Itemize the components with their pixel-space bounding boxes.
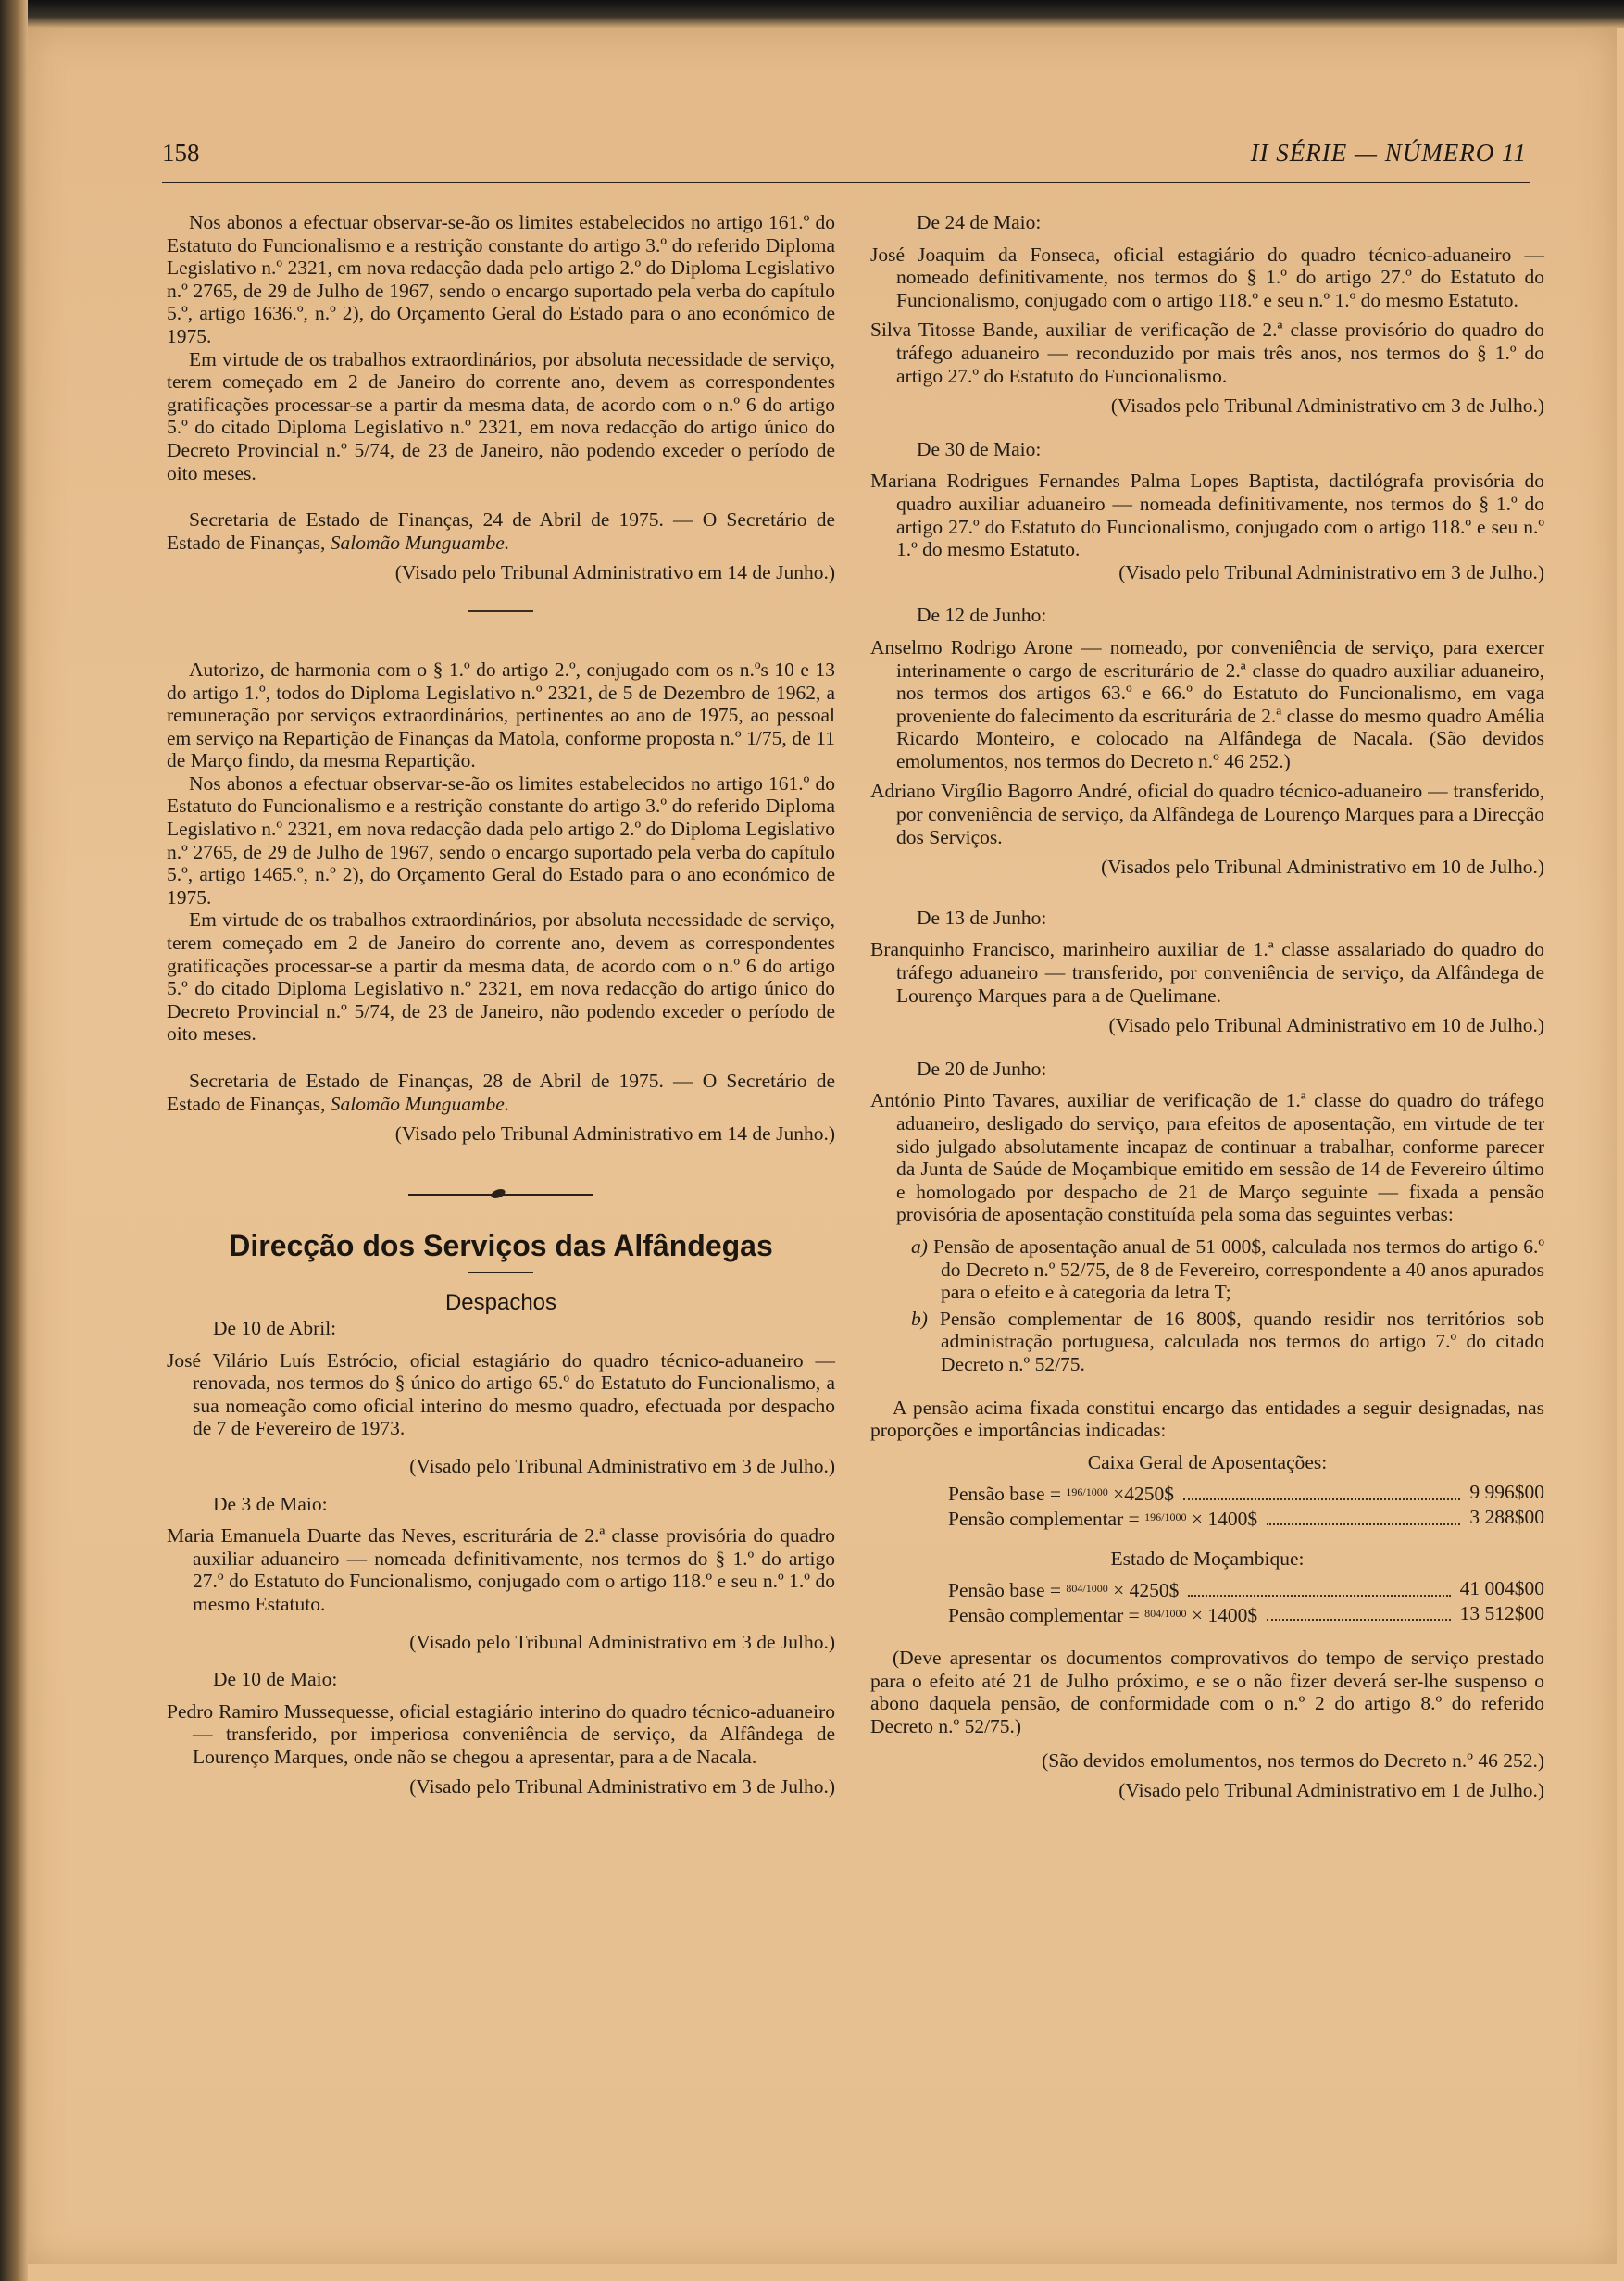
list-item: a) Pensão de aposentação anual de 51 000$, calculada nos termos do artigo 6.º do Decreto n.º 52/75, de 8 de Fevereiro, correspondente a 40 anos apurados para o efeito e à categoria da letra T;: [911, 1234, 1545, 1304]
visa-note: (Visado pelo Tribunal Administrativo em 3 de Julho.): [409, 1454, 835, 1477]
visa-note: (Visado pelo Tribunal Administrativo em 1 de Julho.): [1118, 1779, 1544, 1802]
right-column: [870, 211, 1544, 1802]
ornament-divider: [408, 1192, 593, 1197]
entry: Mariana Rodrigues Fernandes Palma Lopes Baptista, dactilógrafa provisória do quadro auxiliar aduaneiro — nomeada definitivamente, nos termos do § 1.º do artigo 27.º do Estatuto do Funcionalismo, conjugado com o artigo 118.º e seu n.º 1.º do mesmo Estatuto.: [870, 470, 1544, 561]
signatory-name: Salomão Munguambe.: [330, 1092, 510, 1115]
signature-line: Secretaria de Estado de Finanças, 24 de Abril de 1975. — O Secretário de Estado de Finanças, Salomão Munguambe.: [167, 508, 835, 554]
date-heading: De 30 de Maio:: [917, 437, 1042, 460]
date-heading: De 10 de Abril:: [213, 1316, 337, 1339]
amount: 13 512$00: [1459, 1601, 1544, 1624]
page-number: 158: [162, 139, 200, 167]
entry: Adriano Virgílio Bagorro André, oficial do quadro técnico-aduaneiro — transferido, por conveniência de serviço, da Alfândega de Lourenço Marques para a Direcção dos Serviços.: [870, 780, 1544, 848]
visa-note: (Visado pelo Tribunal Administrativo em 3 de Julho.): [409, 1775, 835, 1798]
paragraph: Nos abonos a efectuar observar-se-ão os limites estabelecidos no artigo 161.º do Estatuto do Funcionalismo e a restrição constante do artigo 3.º do referido Diploma Legislativo n.º 2321, em nova redacção dada pelo artigo 2.º do Diploma Legislativo n.º 2765, de 29 de Julho de 1967, sendo o encargo suportado pela verba do capítulo 5.º, artigo 1465.º, n.º 2), do Orçamento Geral do Estado para o ano económico de 1975.: [167, 771, 835, 909]
amount: 3 288$00: [1469, 1505, 1544, 1528]
scan-top-edge: [0, 0, 1624, 28]
entry: Silva Titosse Bande, auxiliar de verificação de 2.ª classe provisório do quadro do tráfego aduaneiro — reconduzido por mais três anos, nos termos do § 1.º do artigo 27.º do Estatuto do Funcionalismo.: [870, 319, 1544, 387]
separator-rule: [468, 610, 533, 612]
entry: José Joaquim da Fonseca, oficial estagiário do quadro técnico-aduaneiro — nomeado definitivamente, nos termos do § 1.º do artigo 27.º do Estatuto do Funcionalismo, conjugado com o artigo 118.º e seu n.º 1.º do mesmo Estatuto.: [870, 243, 1544, 311]
signature-line: Secretaria de Estado de Finanças, 28 de Abril de 1975. — O Secretário de Estado de Finanças, Salomão Munguambe.: [167, 1070, 835, 1115]
date-heading: De 13 de Junho:: [917, 906, 1047, 929]
date-heading: De 10 de Maio:: [213, 1668, 338, 1691]
calc-row: Pensão base = $^{804/1000}$ × 4250$ 41 004$00: [948, 1577, 1544, 1602]
entry: Maria Emanuela Duarte das Neves, escriturária de 2.ª classe provisória do quadro auxiliar aduaneiro — nomeada definitivamente, nos termos do § 1.º do artigo 27.º do Estatuto do Funcionalismo, conjugado com o artigo 118.º e seu n.º 1.º do mesmo Estatuto.: [167, 1524, 835, 1615]
visa-note: (Visados pelo Tribunal Administrativo em 10 de Julho.): [1101, 856, 1544, 879]
left-column: [167, 211, 835, 1798]
entry: Pedro Ramiro Mussequesse, oficial estagiário interino do quadro técnico-aduaneiro — transferido, por imperiosa conveniência de serviço, da Alfândega de Lourenço Marques, onde não se chegou a apresentar, para a de Nacala.: [167, 1699, 835, 1768]
emolument-note: (São devidos emolumentos, nos termos do Decreto n.º 46 252.): [1042, 1748, 1544, 1772]
date-heading: De 12 de Junho:: [917, 604, 1047, 627]
entry: António Pinto Tavares, auxiliar de verificação de 1.ª classe do quadro do tráfego aduaneiro, desligado do serviço, para efeitos de aposentação, em virtude de ter sido julgado absolutamente incapaz de continuar a trabalhar, conforme parecer da Junta de Saúde de Moçambique emitido em sessão de 14 de Fevereiro último e homologado por despacho de 21 de Março seguinte — fixada a pensão provisória de aposentação constituída pela soma das seguintes verbas:: [870, 1089, 1544, 1226]
visa-note: (Visado pelo Tribunal Administrativo em 3 de Julho.): [409, 1630, 835, 1653]
paragraph: A pensão acima fixada constitui encargo das entidades a seguir designadas, nas proporções e importâncias indicadas:: [870, 1396, 1544, 1442]
visa-note: (Visado pelo Tribunal Administrativo em 14 de Junho.): [394, 1122, 835, 1146]
visa-note: (Visados pelo Tribunal Administrativo em 3 de Julho.): [1110, 395, 1544, 418]
scan-left-edge: [0, 0, 28, 2281]
entry: Branquinho Francisco, marinheiro auxiliar de 1.ª classe assalariado do quadro do tráfego aduaneiro — transferido, por conveniência de serviço, da Alfândega de Lourenço Marques para a de Quelimane.: [870, 938, 1544, 1007]
entry: José Vilário Luís Estrócio, oficial estagiário do quadro técnico-aduaneiro — renovada, nos termos do § único do artigo 65.º do Estatuto do Funcionalismo, a sua nomeação como oficial interino do mesmo quadro, efectuada por despacho de 7 de Fevereiro de 1973.: [167, 1348, 835, 1440]
amount: 41 004$00: [1459, 1577, 1544, 1600]
amount: 9 996$00: [1469, 1481, 1544, 1504]
entry: Anselmo Rodrigo Arone — nomeado, por conveniência de serviço, para exercer interinamente o cargo de escriturário de 2.ª classe do quadro auxiliar aduaneiro, nos termos dos artigos 63.º e 66.º do Estatuto do Funcionalismo, em vaga proveniente do falecimento da escriturária de 2.ª classe do mesmo quadro Amélia Ricardo Monteiro, e colocado na Alfândega de Nacala. (São devidos emolumentos, nos termos do Decreto n.º 46 252.): [870, 635, 1544, 772]
date-heading: De 20 de Junho:: [917, 1057, 1047, 1080]
title-rule: [468, 1272, 533, 1273]
visa-note: (Visado pelo Tribunal Administrativo em 14 de Junho.): [394, 561, 835, 584]
paragraph: (Deve apresentar os documentos comprovativos do tempo de serviço prestado para o efeito até 21 de Julho próximo, e se o não fizer deverá ser-lhe suspenso o abono daquela pensão, de conformidade com o n.º 2 do artigo 8.º do referido Decreto n.º 52/75.): [870, 1647, 1544, 1738]
calc-row: Pensão base = $^{196/1000}$ ×4250$ 9 996$00: [948, 1481, 1544, 1506]
paragraph: Em virtude de os trabalhos extraordinários, por absoluta necessidade de serviço, terem começado em 2 de Janeiro do corrente ano, devem as correspondentes gratificações processar-se a partir da mesma data, de acordo com o n.º 6 do artigo 5.º do citado Diploma Legislativo n.º 2321, em nova redacção do artigo único do Decreto Provincial n.º 5/74, de 23 de Janeiro, não podendo exceder o período de oito meses.: [167, 347, 835, 484]
subsection-title: Despachos: [444, 1290, 557, 1316]
section-title: Direcção dos Serviços das Alfândegas: [229, 1228, 773, 1262]
series-number: II SÉRIE — NÚMERO 11: [1250, 139, 1527, 167]
paragraph: Em virtude de os trabalhos extraordinários, por absoluta necessidade de serviço, terem começado em 2 de Janeiro do corrente ano, devem as correspondentes gratificações processar-se a partir da mesma data, de acordo com o n.º 6 do artigo 5.º do citado Diploma Legislativo n.º 2321, em nova redacção do artigo único do Decreto Provincial n.º 5/74, de 23 de Janeiro, não podendo exceder o período de oito meses.: [167, 909, 835, 1046]
visa-note: (Visado pelo Tribunal Administrativo em 10 de Julho.): [1108, 1014, 1544, 1037]
visa-note: (Visado pelo Tribunal Administrativo em 3 de Julho.): [1118, 560, 1544, 583]
calc-row: Pensão complementar = $^{196/1000}$ × 1400$ 3 288$00: [948, 1505, 1544, 1530]
page-header: [162, 139, 1530, 183]
calc-row: Pensão complementar = $^{804/1000}$ × 1400$ 13 512$00: [948, 1601, 1544, 1626]
paragraph: Autorizo, de harmonia com o § 1.º do artigo 2.º, conjugado com os n.ºs 10 e 13 do artigo 1.º, todos do Diploma Legislativo n.º 2321, de 5 de Dezembro de 1962, a remuneração por serviços extraordinários, pertinentes ao ano de 1975, ao pessoal em serviço na Repartição de Finanças da Matola, conforme proposta n.º 1/75, de 11 de Março findo, da mesma Repartição.: [167, 658, 835, 772]
table-heading: Estado de Moçambique:: [1110, 1547, 1305, 1570]
list-item: b) Pensão complementar de 16 800$, quando residir nos territórios sob administração portuguesa, calculada nos termos do artigo 7.º do citado Decreto n.º 52/75.: [911, 1307, 1544, 1375]
signatory-name: Salomão Munguambe.: [330, 531, 510, 554]
date-heading: De 24 de Maio:: [917, 211, 1042, 233]
date-heading: De 3 de Maio:: [213, 1492, 328, 1515]
table-heading: Caixa Geral de Aposentações:: [1087, 1450, 1328, 1473]
paragraph: Nos abonos a efectuar observar-se-ão os limites estabelecidos no artigo 161.º do Estatuto do Funcionalismo e a restrição constante do artigo 3.º do referido Diploma Legislativo n.º 2321, em nova redacção dada pelo artigo 2.º do Diploma Legislativo n.º 2765, de 29 de Julho de 1967, sendo o encargo suportado pela verba do capítulo 5.º, artigo 1636.º, n.º 2), do Orçamento Geral do Estado para o ano económico de 1975.: [167, 211, 835, 347]
